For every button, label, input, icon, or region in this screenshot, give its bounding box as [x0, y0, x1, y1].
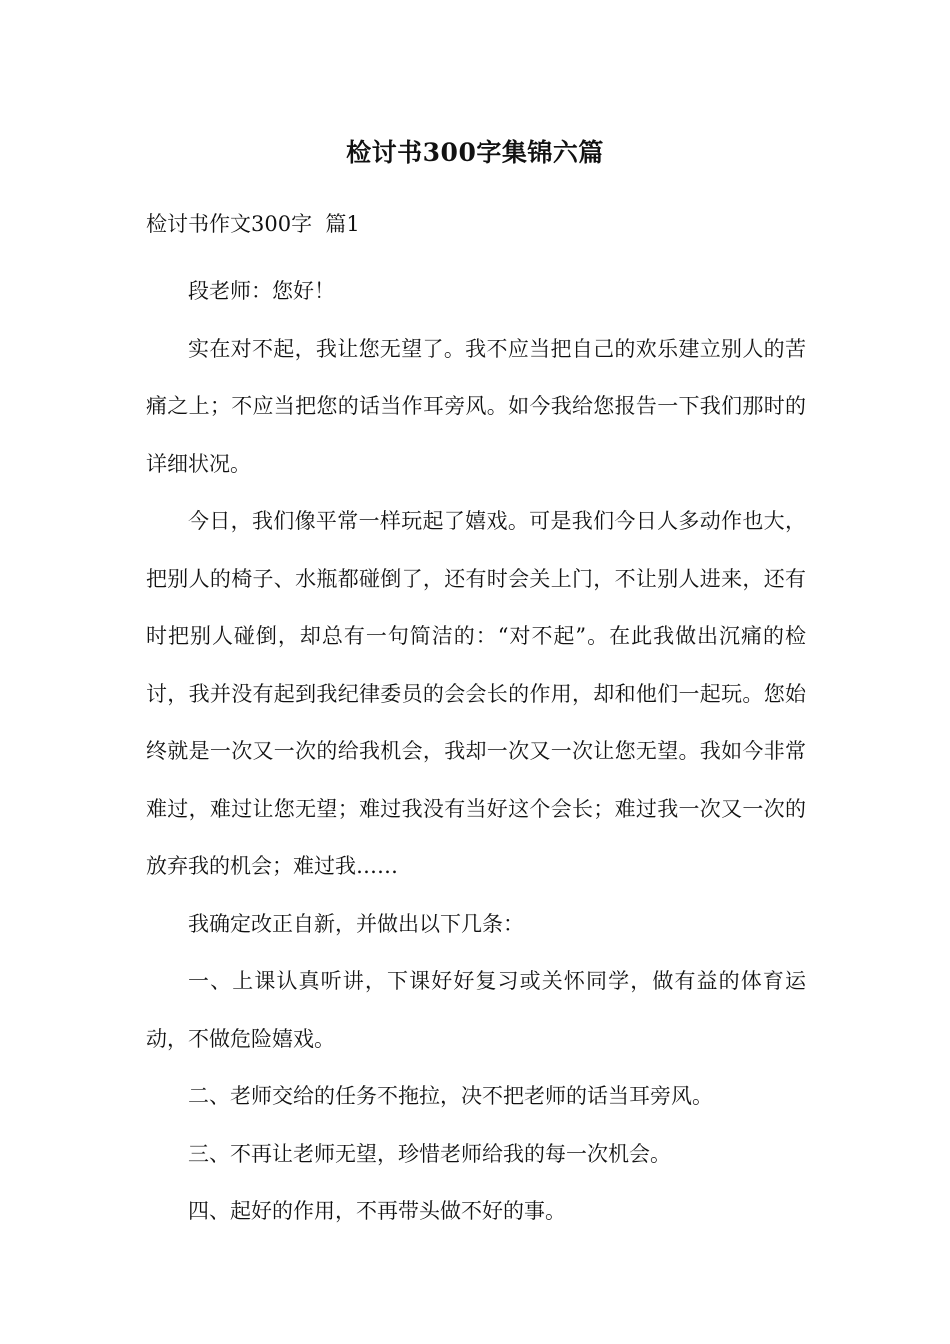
document-body — [146, 263, 806, 1241]
paragraph-salutation: 段老师：您好！ — [188, 279, 335, 303]
paragraph-resolution-1: 一、上课认真听讲，下课好好复习或关怀同学，做有益的体育运动，不做危险嬉戏。 — [146, 969, 806, 1051]
paragraph-resolution-4: 四、起好的作用，不再带头做不好的事。 — [188, 1199, 566, 1223]
document-title: 检讨书300字集锦六篇 — [346, 138, 604, 167]
paragraph-resolution-intro: 我确定改正自新，并做出以下几条： — [188, 911, 524, 936]
paragraph-incident: 今日，我们像平常一样玩起了嬉戏。可是我们今日人多动作也大，把别人的椅子、水瓶都碰倒了，还有时会关上门，不让别人进来，还有时把别人碰倒，却总有一句简洁的：“对不起”。在此我做出沉痛的检讨，我并没有起到我纪律委员的会会长的作用，却和他们一起玩。您始终就是一次又一次的给我机会，我却一次又一次让您无望。我如今非常难过，难过让您无望；难过我没有当好这个会长；难过我一次又一次的放弃我的机会；难过我…… — [146, 509, 806, 878]
section-heading: 检讨书作文300字 篇1 — [146, 212, 360, 236]
paragraph-resolution-3: 三、不再让老师无望，珍惜老师给我的每一次机会。 — [188, 1141, 671, 1166]
paragraph-apology: 实在对不起，我让您无望了。我不应当把自己的欢乐建立别人的苦痛之上；不应当把您的话当作耳旁风。如今我给您报告一下我们那时的详细状况。 — [146, 336, 806, 476]
paragraph-resolution-2: 二、老师交给的任务不拖拉，决不把老师的话当耳旁风。 — [188, 1084, 713, 1108]
